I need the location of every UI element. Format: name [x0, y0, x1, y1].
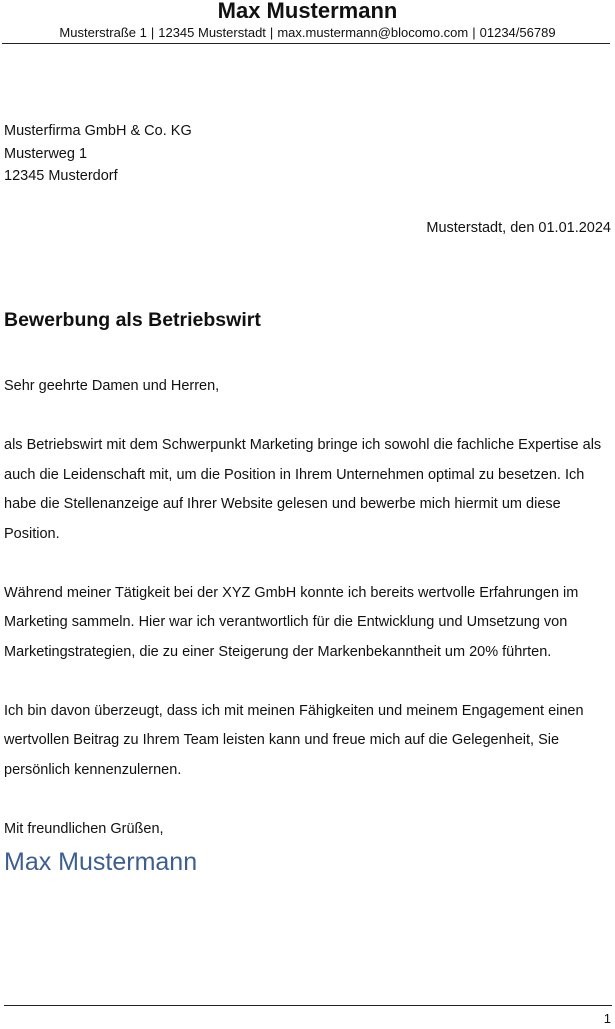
separator: |: [269, 25, 274, 40]
recipient-city: 12345 Musterdorf: [4, 168, 118, 184]
closing: Mit freundlichen Grüßen,: [4, 820, 164, 837]
letter-body: [4, 372, 604, 844]
footer-divider: [4, 1005, 612, 1006]
date-line: Musterstadt, den 01.01.2024: [426, 220, 611, 236]
separator: |: [472, 25, 476, 40]
recipient-company: Musterfirma GmbH & Co. KG: [4, 123, 192, 139]
recipient-address: [4, 120, 192, 188]
separator: |: [150, 25, 155, 40]
sender-name: Max Mustermann: [217, 0, 398, 23]
sender-contact-line: [0, 24, 615, 42]
letterhead: [0, 0, 615, 42]
sender-email: max.mustermann@blocomo.com: [277, 25, 469, 40]
signature: Max Mustermann: [4, 848, 198, 876]
header-divider: [2, 43, 610, 44]
body-paragraph: Ich bin davon überzeugt, dass ich mit meinen Fähigkeiten und meinem Engagement einen wertvollen Beitrag zu Ihrem Team leisten kann und freue mich auf die Gelegenheit, Sie persönlich kennenzulernen.: [4, 702, 584, 778]
body-paragraph: Während meiner Tätigkeit bei der XYZ GmbH konnte ich bereits wertvolle Erfahrungen im Marketing sammeln. Hier war ich verantwortlich für die Entwicklung und Umsetzung von Marketingstrategien, die zu einer Steigerung der Markenbekanntheit um 20% führten.: [4, 584, 579, 660]
body-paragraph: als Betriebswirt mit dem Schwerpunkt Marketing bringe ich sowohl die fachliche Expertise als auch die Leidenschaft mit, um die Position in Ihrem Unternehmen optimal zu besetzen. Ich habe die Stellenanzeige auf Ihrer Website gelesen und bewerbe mich hiermit um diese Position.: [4, 437, 602, 542]
recipient-street: Musterweg 1: [4, 145, 88, 162]
sender-city: 12345 Musterstadt: [158, 25, 266, 40]
salutation: Sehr geehrte Damen und Herren,: [4, 378, 220, 394]
subject-line: Bewerbung als Betriebswirt: [4, 309, 261, 331]
sender-phone: 01234/56789: [479, 25, 556, 40]
sender-street: Musterstraße 1: [59, 25, 147, 40]
page-number: 1: [603, 1011, 611, 1026]
